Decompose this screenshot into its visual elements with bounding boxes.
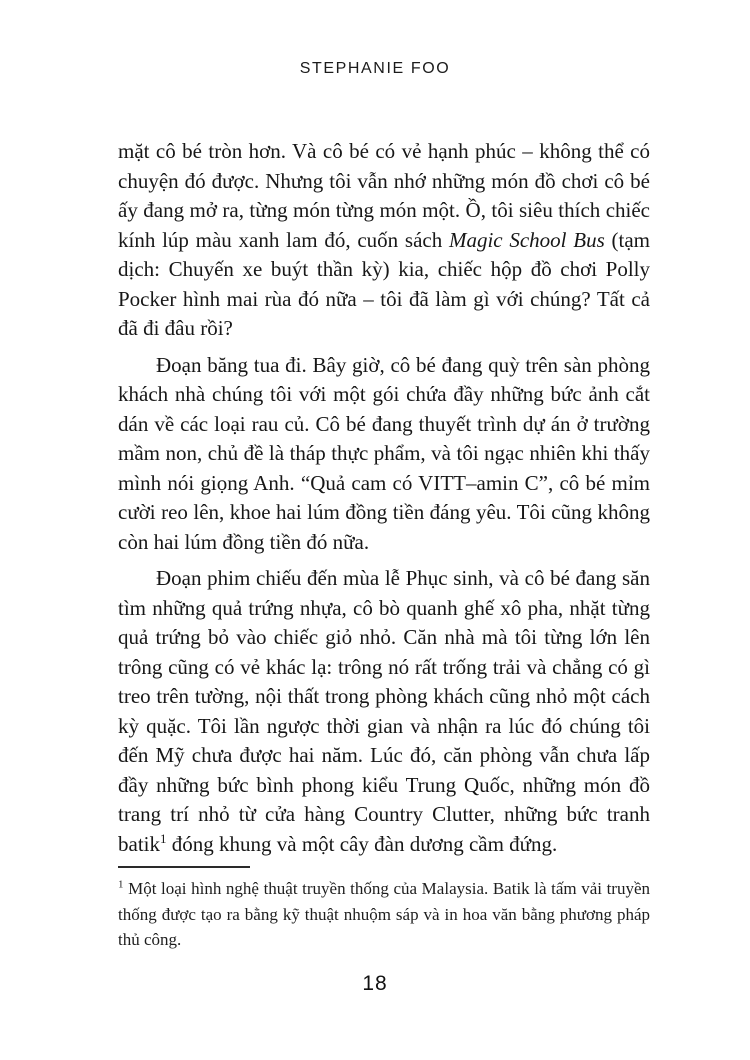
footnote	[118, 876, 650, 953]
footnote-rule	[118, 866, 250, 868]
paragraph-text: Đoạn phim chiếu đến mùa lễ Phục sinh, và cô bé đang săn tìm những quả trứng nhựa, cô bò quanh ghế xô pha, nhặt từng quả trứng bỏ vào chiếc giỏ nhỏ. Căn nhà mà tôi từng lớn lên trông cũng có vẻ khác lạ: trông nó rất trống trải và chẳng có gì treo trên tường, nội thất trong phòng khách cũng nhỏ một cách kỳ quặc. Tôi lần ngược thời gian và nhận ra lúc đó chúng tôi đến Mỹ chưa được hai năm. Lúc đó, căn phòng vẫn chưa lấp đầy những bức bình phong kiểu Trung Quốc, những món đồ trang trí nhỏ từ cửa hàng Country Clutter, những bức tranh batik	[118, 566, 650, 856]
paragraph-1	[118, 137, 650, 344]
paragraph-text: (tạm dịch: Chuyến xe buýt thần kỳ) kia, chiếc hộp đồ chơi Polly Pocker hình mai rùa đó nữa – tôi đã làm gì với chúng? Tất cả đã đi đâu rồi?	[118, 227, 650, 340]
page-number: 18	[362, 972, 388, 995]
paragraph-2	[118, 351, 650, 558]
paragraph-3	[118, 564, 650, 859]
book-title-italic: Magic School Bus	[448, 227, 605, 252]
page-body	[118, 137, 650, 859]
running-head: STEPHANIE FOO	[299, 60, 451, 77]
footnote-area	[118, 866, 650, 953]
paragraph-text: đóng khung và một cây đàn dương cầm đứng.	[166, 831, 558, 856]
paragraph-text: mặt cô bé tròn hơn. Và cô bé có vẻ hạnh phúc – không thể có chuyện đó được. Nhưng tôi vẫn nhớ những món đồ chơi cô bé ấy đang mở ra, từng món từng món một. Ồ, tôi siêu thích chiếc kính lúp màu xanh lam đó, cuốn sách	[118, 139, 650, 252]
footnote-reference-marker: 1	[160, 830, 167, 846]
footnote-marker: 1	[118, 878, 124, 891]
footnote-text: Một loại hình nghệ thuật truyền thống của Malaysia. Batik là tấm vải truyền thống được tạo ra bằng kỹ thuật nhuộm sáp và in hoa văn bằng phương pháp thủ công.	[118, 879, 650, 949]
paragraph-text: Đoạn băng tua đi. Bây giờ, cô bé đang quỳ trên sàn phòng khách nhà chúng tôi với một gói chứa đầy những bức ảnh cắt dán về các loại rau củ. Cô bé đang thuyết trình dự án ở trường mầm non, chủ đề là tháp thực phẩm, và tôi ngạc nhiên khi thấy mình nói giọng Anh. “Quả cam có VITT–amin C”, cô bé mỉm cười reo lên, khoe hai lúm đồng tiền đáng yêu. Tôi cũng không còn hai lúm đồng tiền đó nữa.	[118, 352, 650, 554]
